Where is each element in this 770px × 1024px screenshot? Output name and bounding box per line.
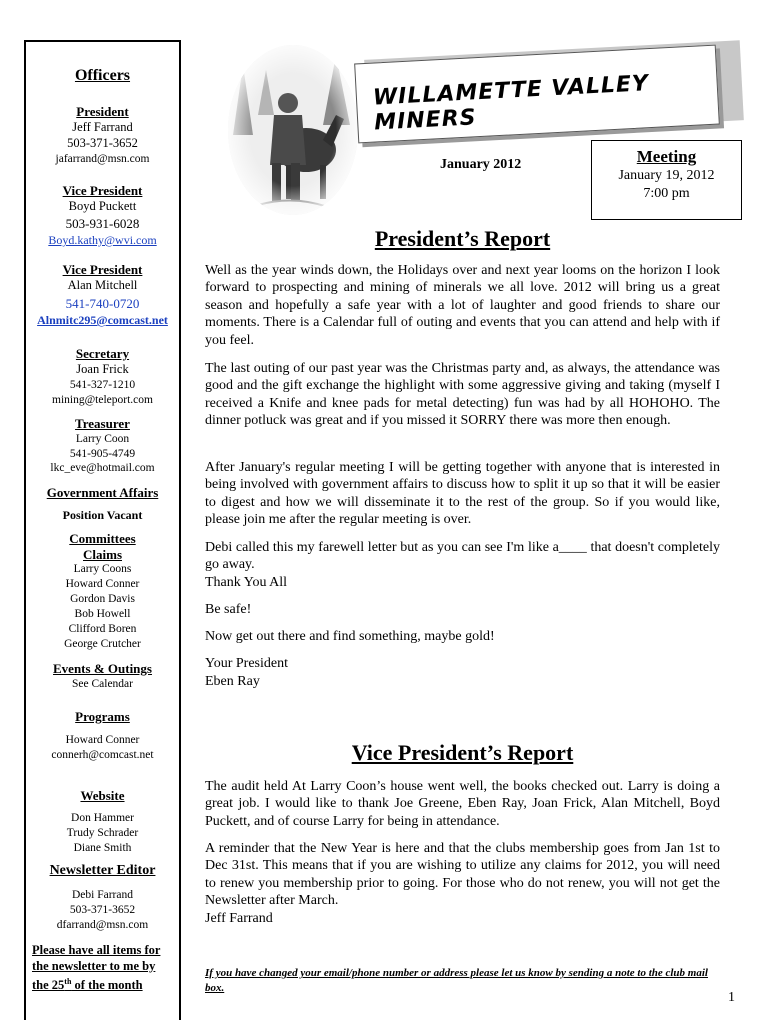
events-outings-note: See Calendar	[72, 678, 133, 690]
newsletter-editor-heading: Newsletter Editor	[49, 863, 156, 878]
deadline-line-3: the 25th of the month	[32, 977, 143, 993]
presidents-report-signoff: Your President	[205, 656, 288, 671]
presidents-report-paragraph: Well as the year winds down, the Holidays over and next year looms on the horizon I look forward to prospecting and mining of minerals we all love. 2012 will bring us a great season and hopefully a safe year with a lot of laughter and good friends to share our moments. There is a Calendar full of outing and events that you can attend and help with if you feel.	[205, 263, 720, 348]
vice-president-2-phone: 541-740-0720	[65, 296, 140, 311]
programs-email: connerh@comcast.net	[51, 749, 154, 761]
vice-president-email-link[interactable]: Boyd.kathy@wvi.com	[48, 233, 157, 247]
president-phone: 503-371-3652	[67, 136, 138, 150]
officers-sidebar	[24, 40, 181, 1020]
website-member: Don Hammer	[71, 812, 134, 824]
president-name: Jeff Farrand	[72, 120, 133, 134]
deadline-line-1: Please have all items for	[32, 943, 161, 957]
presidents-report-paragraph: The last outing of our past year was the Christmas party and, as always, the attendance was good and the gift exchange the highlight with some aggressive giving and taking (myself I received a Knife and knee pads for metal detecting) fun was had by all HOHOHO. The dinner potluck was great and if you missed it SORRY there was more then enough.	[205, 361, 720, 429]
vice-president-phone: 503-931-6028	[65, 216, 140, 231]
presidents-report-paragraph: After January's regular meeting I will be getting together with anyone that is interested in being involved with government affairs to discuss how to split it up so that it will be easier to digest and how we will disseminate it to the rest of the group. So if you would like, please join me after the regular meeting is over.	[205, 460, 720, 528]
officers-title: Officers	[74, 67, 131, 84]
vice-presidents-report-paragraph: The audit held At Larry Coon’s house went well, the books checked out. Larry is doing a great job. I would like to thank Joe Greene, Eben Ray, Joan Frick, Alan Mitchell, Boyd Puckett, and of course Larry for being in attendance.	[205, 779, 720, 829]
newsletter-editor-name: Debi Farrand	[72, 889, 133, 901]
vice-president-2-email-link[interactable]: Alnmitc295@comcast.net	[37, 313, 168, 327]
programs-heading: Programs	[75, 709, 130, 724]
committee-member: Clifford Boren	[68, 623, 137, 635]
committees-heading: Committees	[69, 531, 136, 546]
committee-member: George Crutcher	[64, 638, 141, 650]
secretary-name: Joan Frick	[76, 362, 129, 376]
president-heading: President	[76, 104, 129, 119]
programs-name: Howard Conner	[65, 734, 140, 746]
newsletter-editor-phone: 503-371-3652	[69, 904, 136, 916]
government-affairs-heading: Government Affairs	[46, 485, 159, 500]
government-affairs-note: Position Vacant	[62, 508, 143, 522]
newsletter-deadline-notice	[32, 942, 180, 993]
vice-presidents-report-title: Vice President’s Report	[351, 740, 574, 765]
secretary-email: mining@teleport.com	[52, 394, 153, 406]
vice-presidents-report-paragraph: A reminder that the New Year is here and that the clubs membership goes from Jan 1st to Dec 31st. This means that if you are wishing to utilize any claims for 2012, you will need to renew you membership prior to going. For those who do not renew, you will not get the Newsletter after March.	[205, 841, 720, 909]
committee-member: Bob Howell	[74, 608, 131, 620]
deadline-line-2: the newsletter to me by	[32, 959, 156, 973]
committee-member: Howard Conner	[65, 578, 140, 590]
vice-president-2-name: Alan Mitchell	[67, 278, 138, 292]
presidents-report-be-safe: Be safe!	[205, 602, 252, 617]
committee-member: Gordon Davis	[70, 593, 135, 605]
vice-president-name: Boyd Puckett	[68, 199, 137, 213]
claims-heading: Claims	[83, 547, 122, 562]
newsletter-title: WILLAMETTE VALLEY MINERS	[372, 71, 650, 136]
vice-presidents-report-signature: Jeff Farrand	[205, 911, 273, 926]
secretary-heading: Secretary	[75, 346, 130, 361]
website-member: Diane Smith	[73, 842, 132, 854]
treasurer-name: Larry Coon	[75, 433, 130, 445]
meeting-time: 7:00 pm	[643, 186, 690, 201]
presidents-report-title: President’s Report	[374, 226, 551, 251]
meeting-box	[591, 140, 742, 220]
presidents-report-closing: Now get out there and find something, maybe gold!	[205, 629, 495, 644]
treasurer-phone: 541-905-4749	[69, 448, 136, 460]
website-heading: Website	[80, 788, 125, 803]
treasurer-email: lkc_eve@hotmail.com	[50, 462, 155, 474]
miner-with-mule-photo	[228, 45, 358, 215]
presidents-report-paragraph: Debi called this my farewell letter but as you can see I'm like a____ that doesn't completely go away.	[205, 540, 720, 573]
meeting-heading: Meeting	[636, 147, 697, 166]
issue-date: January 2012	[440, 157, 522, 172]
events-outings-heading: Events & Outings	[53, 661, 152, 676]
presidents-report-signature: Eben Ray	[205, 674, 260, 689]
newsletter-editor-email: dfarrand@msn.com	[56, 919, 149, 931]
vice-president-heading: Vice President	[62, 183, 143, 198]
meeting-date: January 19, 2012	[618, 168, 715, 183]
vice-president-2-heading: Vice President	[62, 262, 143, 277]
contact-change-note: If you have changed your email/phone number or address please let us know by sending a note to the club mail box.	[205, 967, 708, 994]
secretary-phone: 541-327-1210	[69, 379, 136, 391]
website-member: Trudy Schrader	[66, 827, 139, 839]
treasurer-heading: Treasurer	[75, 416, 130, 431]
president-email: jafarrand@msn.com	[55, 153, 150, 165]
page-number: 1	[728, 990, 735, 1005]
presidents-report-thanks: Thank You All	[205, 575, 288, 590]
committee-member: Larry Coons	[73, 563, 132, 575]
